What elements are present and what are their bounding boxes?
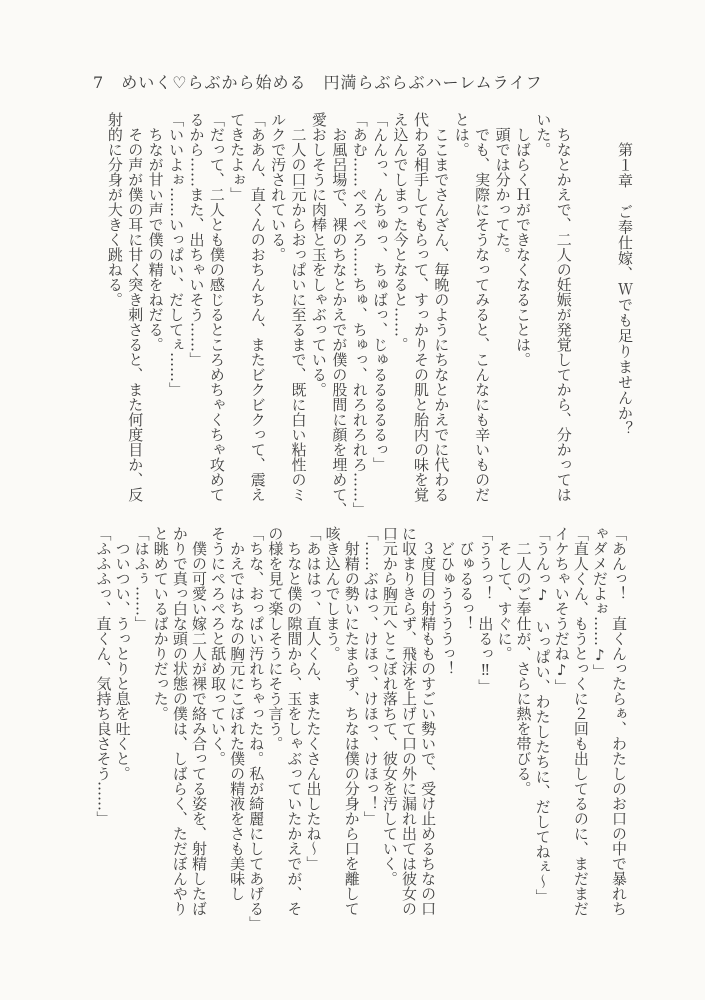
text-line: 代わる相手してもらって、すっかりその肌と胎内の味を覚 [411, 112, 430, 502]
text-line: の様を見て楽しそうにそう言う。 [266, 526, 285, 751]
blank-line [574, 112, 594, 506]
text-line: 「ううっ！ 出るっ‼」 [476, 526, 495, 694]
text-line: 「直人くん、もうとっくに２回も出してるのに、まだまだ [571, 526, 590, 916]
text-line: イケちゃいそうだね♪」 [552, 526, 571, 694]
text-line: いた。 [534, 112, 553, 157]
text-line: ゃダメだよぉ……♪」 [590, 526, 609, 679]
text-line: 僕の可愛い嫁二人が裸で絡み合ってる姿を、射精したば [189, 541, 208, 916]
text-line: お風呂場で、裸のちなとかえでが僕の股間に顔を埋めて、 [330, 127, 349, 517]
text-line: 射的に分身が大きく跳ねる。 [105, 112, 124, 307]
text-line: 「ああん、直くんのおちんちん、またビクビクって、震え [248, 112, 267, 502]
text-line: その声が僕の耳に甘く突き刺さると、また何度目か、反 [126, 127, 145, 502]
top-text-block [104, 112, 635, 517]
text-line: 「だって、二人とも僕の感じるところめちゃくちゃ攻めて [207, 112, 226, 502]
text-line: 二人の口元からおっぱいに至るまで、既に白い粘性のミ [289, 127, 308, 502]
text-line: 頭では分かってた。 [493, 127, 512, 262]
text-line: 「……ぶはっ、けほっ、けほっ、けほっ！」 [361, 526, 380, 826]
text-line: 「あむ……ぺろぺろ……ちゅ、ちゅっ、れろれろれろ……」 [350, 112, 369, 517]
running-header [93, 70, 543, 93]
text-line: かりで真っ白な頭の状態の僕は、しばらく、ただぼんやり [170, 526, 189, 916]
text-line: 「いいよぉ……いっぱい、だしてぇ……」 [167, 112, 186, 397]
text-line: しばらくＨができなくなることは。 [513, 127, 532, 367]
text-line: 射精の勢いにたまらず、ちなは僕の分身から口を離して [342, 541, 361, 916]
text-line: でも、実際にそうなってみると、こんなにも辛いものだ [473, 127, 492, 502]
text-line: 口元から胸元へとこぼれ落ちて、彼女を汚していく。 [380, 526, 399, 886]
text-line: ちなが甘い声で僕の精をねだる。 [146, 127, 165, 352]
bottom-text-block [93, 526, 628, 931]
chapter-heading: 第１章 ご奉仕嫁、Ｗでも足りませんか？ [616, 142, 634, 437]
text-line: ここまでさんざん、毎晩のようにちなとかえでに代わる [432, 127, 451, 502]
text-line: ３度目の射精もものすごい勢いで、受け止めるちなの口 [419, 541, 438, 916]
text-line: ちなとかえで、二人の妊娠が発覚してから、分かっては [554, 127, 573, 502]
text-line: に収まりきらず、飛沫を上げて口の外に漏れ出ては彼女の [399, 526, 418, 916]
text-line: 「うんっ♪ いっぱい、わたしたちに、だしてねぇ〜」 [533, 526, 552, 904]
book-title: めいく♡らぶから始める 円満らぶらぶハーレムライフ [121, 73, 543, 92]
text-line: 「ちな、おっぱい汚れちゃったね。私が綺麗にしてあげる」 [247, 526, 266, 931]
text-line: 「あんっ！ 直くんったらぁ、わたしのお口の中で暴れち [610, 526, 628, 916]
text-line: るから……また、出ちゃいそう……」 [187, 112, 206, 367]
text-line: かえではちなの胸元にこぼれた僕の精液をさも美味し [228, 541, 247, 901]
text-line: 愛おしそうに肉棒と玉をしゃぶっている。 [309, 112, 328, 397]
text-line: 「ふふふっ、直くん、気持ち良さそう……」 [94, 526, 113, 826]
text-line: とは。 [452, 112, 471, 157]
page-number: 7 [93, 73, 105, 92]
text-line: 「はふぅ……」 [132, 526, 151, 631]
text-line: ルクで汚されている。 [269, 112, 288, 262]
blank-line [594, 112, 614, 506]
text-line: びゅるるっ！ [457, 541, 476, 631]
text-line: 「あははっ、直人くん、またたくさん出したね〜」 [304, 526, 323, 871]
text-line: 二人のご奉仕が、さらに熱を帯びる。 [514, 541, 533, 796]
text-line: そして、すぐに。 [495, 541, 514, 661]
text-line: どひゅううううっ！ [438, 541, 457, 676]
text-line: ついつい、うっとりと息を吐くと。 [113, 541, 132, 781]
text-line: ちなと僕の隙間から、玉をしゃぶっていたかえでが、そ [285, 541, 304, 916]
text-line: え込んでしまった今となると……。 [391, 112, 410, 352]
text-line: 「んんっ、んちゅっ、ちゅばっ、じゅるるるるるっ」 [371, 112, 390, 472]
text-line: そうにぺろぺろと舐め取っていく。 [209, 526, 228, 766]
text-line: と眺めているばかりだった。 [151, 526, 170, 721]
text-line: てきたよぉ」 [228, 112, 247, 202]
text-line: 咳き込んでしまう。 [323, 526, 342, 661]
